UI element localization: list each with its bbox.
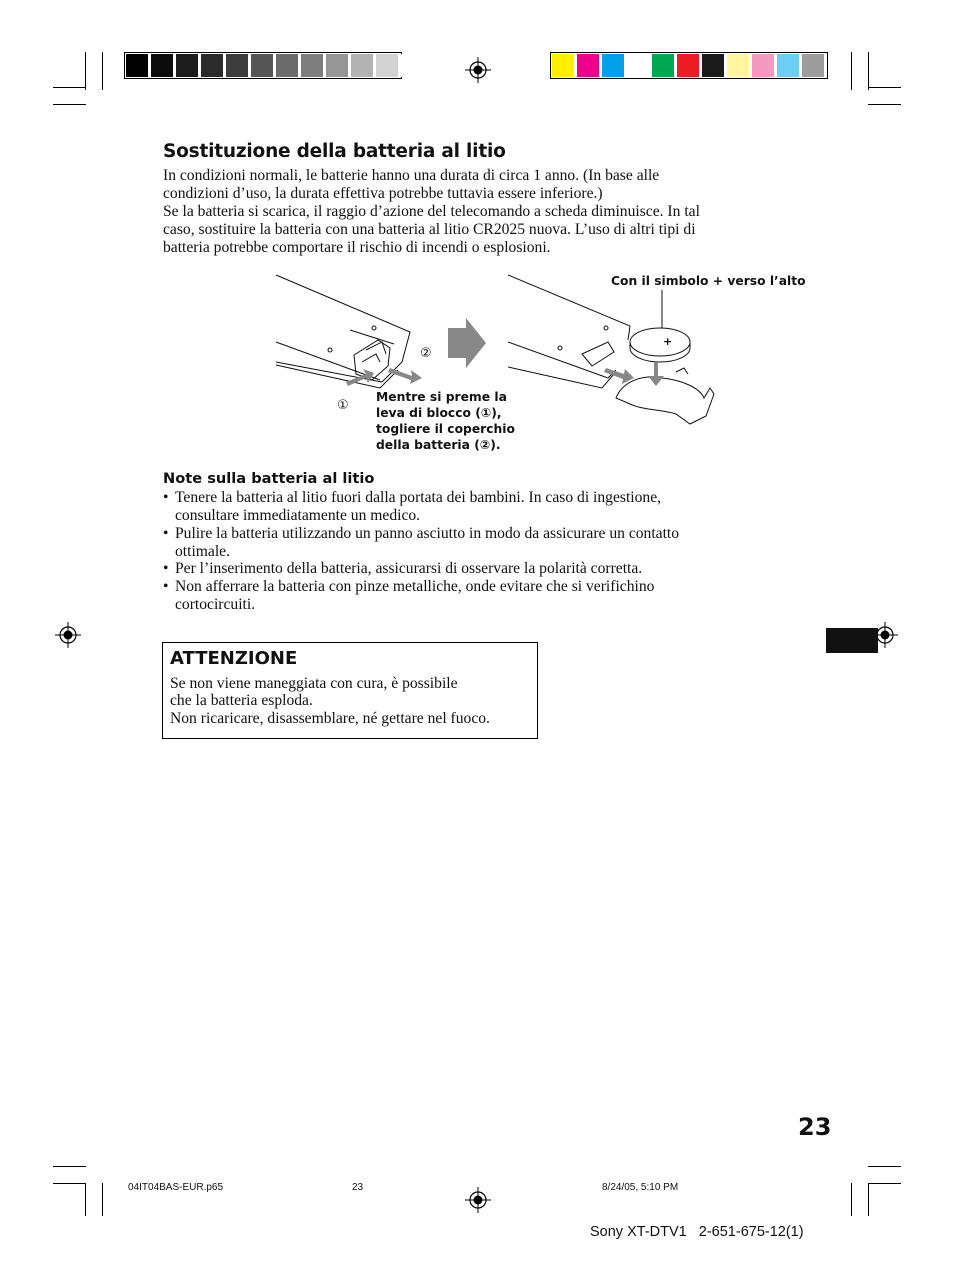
step-2-marker: ② xyxy=(420,346,432,361)
list-item xyxy=(163,489,773,524)
warning-line: Se non viene maneggiata con cura, è possibile xyxy=(170,675,458,692)
bullet-symbol: • xyxy=(163,489,169,506)
figure-callout-line: leva di blocco (①), xyxy=(376,406,502,420)
figure-callout-line: della batteria (②). xyxy=(376,438,501,452)
arrow-remove-cover xyxy=(388,368,422,384)
figure-callout-line: togliere il coperchio xyxy=(376,422,515,436)
crop-mark xyxy=(102,1183,103,1216)
paragraph-line: Se la batteria si scarica, il raggio d’azione del telecomando a scheda diminuisce. In tal xyxy=(163,203,700,220)
calibration-swatch xyxy=(652,54,674,77)
crop-mark xyxy=(868,87,901,88)
figure-label-symbol-up: Con il simbolo + verso l’alto xyxy=(611,274,806,288)
paragraph-line: condizioni d’uso, la durata effettiva potrebbe tuttavia essere inferiore.) xyxy=(163,185,603,202)
paragraph-line: In condizioni normali, le batterie hanno una durata di circa 1 anno. (In base alle xyxy=(163,167,660,184)
footer-model-info: Sony XT-DTV1 2-651-675-12(1) xyxy=(590,1224,804,1240)
footer-page: 23 xyxy=(352,1182,364,1193)
crop-mark xyxy=(85,1183,86,1216)
calibration-swatch xyxy=(677,54,699,77)
registration-mark-icon xyxy=(465,1187,491,1213)
calibration-swatch xyxy=(251,54,273,77)
crop-mark xyxy=(53,87,86,88)
calibration-swatch xyxy=(702,54,724,77)
bullet-symbol: • xyxy=(163,525,169,542)
calibration-swatch xyxy=(301,54,323,77)
calibration-swatch xyxy=(126,54,148,77)
warning-line: che la batteria esploda. xyxy=(170,692,313,709)
footer-filename: 04IT04BAS-EUR.p65 xyxy=(128,1182,224,1193)
crop-mark xyxy=(102,52,103,90)
crop-mark xyxy=(868,52,869,90)
list-item-line: Tenere la batteria al litio fuori dalla portata dei bambini. In caso di ingestione, xyxy=(175,489,662,506)
list-item xyxy=(163,560,773,578)
crop-mark xyxy=(851,1183,852,1216)
list-item-line: Pulire la batteria utilizzando un panno asciutto in modo da assicurare un contatto xyxy=(175,525,680,542)
calibration-swatch xyxy=(802,54,824,77)
list-item-line: Per l’inserimento della batteria, assicurarsi di osservare la polarità corretta. xyxy=(175,560,643,577)
calibration-swatch xyxy=(727,54,749,77)
arrow-insert-holder xyxy=(604,368,634,384)
figure-callout-line: Mentre si preme la xyxy=(376,390,507,404)
battery-plus-symbol: + xyxy=(663,335,673,348)
step-1-marker: ① xyxy=(337,398,349,413)
crop-mark xyxy=(53,104,86,105)
calibration-swatch xyxy=(176,54,198,77)
section-title: Sostituzione della batteria al litio xyxy=(163,141,506,162)
calibration-swatch xyxy=(777,54,799,77)
calibration-swatch xyxy=(351,54,373,77)
section-tab-marker xyxy=(826,628,878,653)
crop-mark xyxy=(868,1183,869,1216)
calibration-swatch xyxy=(552,54,574,77)
list-item-line: cortocircuiti. xyxy=(175,595,256,613)
list-item-line: Non afferrare la batteria con pinze metalliche, onde evitare che si verifichino xyxy=(175,578,655,595)
bullet-symbol: • xyxy=(163,578,169,595)
registration-mark-icon xyxy=(465,57,491,83)
warning-title: ATTENZIONE xyxy=(170,648,298,669)
crop-mark xyxy=(851,52,852,90)
crop-mark xyxy=(868,1166,901,1167)
arrow-insert-battery xyxy=(648,362,664,386)
calibration-swatch xyxy=(276,54,298,77)
paragraph-line: batteria potrebbe comportare il rischio di incendi o esplosioni. xyxy=(163,239,551,256)
calibration-swatch xyxy=(326,54,348,77)
calibration-swatch xyxy=(752,54,774,77)
list-item xyxy=(163,578,773,613)
calibration-swatch xyxy=(201,54,223,77)
list-item-line: ottimale. xyxy=(175,542,230,560)
calibration-swatch xyxy=(627,54,649,77)
coin-battery xyxy=(630,328,690,362)
crop-mark xyxy=(868,1183,901,1184)
page-number: 23 xyxy=(798,1113,832,1141)
crop-mark xyxy=(868,104,901,105)
calibration-swatch xyxy=(151,54,173,77)
registration-mark-icon xyxy=(55,622,81,648)
list-item-line: consultare immediatamente un medico. xyxy=(175,506,421,524)
list-item xyxy=(163,525,773,560)
bullet-symbol: • xyxy=(163,560,169,577)
crop-mark xyxy=(53,1166,86,1167)
paragraph-line: caso, sostituire la batteria con una batteria al litio CR2025 nuova. L’uso di altri tipi di xyxy=(163,221,696,238)
crop-mark xyxy=(53,1183,86,1184)
calibration-swatch xyxy=(226,54,248,77)
notes-title: Note sulla batteria al litio xyxy=(163,470,375,487)
calibration-swatch xyxy=(401,54,423,77)
warning-line: Non ricaricare, disassemblare, né gettare nel fuoco. xyxy=(170,710,490,727)
calibration-swatch xyxy=(376,54,398,77)
calibration-swatch xyxy=(577,54,599,77)
arrow-next-step xyxy=(448,318,486,368)
calibration-swatch xyxy=(602,54,624,77)
crop-mark xyxy=(85,52,86,90)
footer-date: 8/24/05, 5:10 PM xyxy=(602,1182,679,1193)
